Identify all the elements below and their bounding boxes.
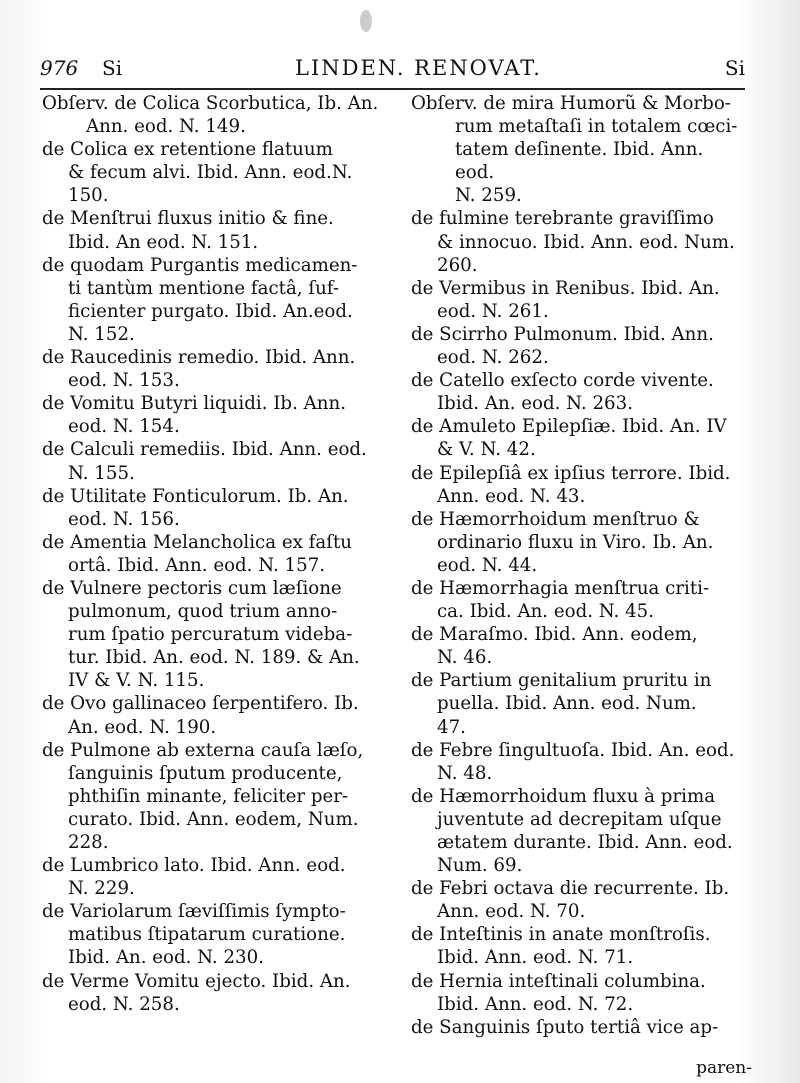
index-entry: de Vulnere pectoris cum læſione pulmonum, quod trium anno- rum ſpatio percuratum videba- tur. Ibid. An. eod. N. 189. & An. IV & V. N. 115.	[42, 577, 360, 692]
index-entry: de Pulmone ab externa cauſa læſo, ſanguinis ſputum producente, phthiſin minante, feliciter per- curato. Ibid. Ann. eodem, Num. 228.	[42, 739, 364, 853]
ink-smudge	[360, 10, 372, 32]
index-entry: de Colica ex retentione flatuum & fecum alvi. Ibid. Ann. eod.N. 150.	[42, 139, 353, 207]
index-entry: de Lumbrico lato. Ibid. Ann. eod. N. 229.	[42, 855, 346, 900]
index-entry: de Vomitu Butyri liquidi. Ib. Ann. eod. N. 154.	[42, 393, 346, 438]
page-number: 976	[40, 56, 79, 80]
index-entry: de Sanguinis ſputo tertiâ vice ap-	[411, 1016, 719, 1038]
index-entry: de fulmine terebrante graviſſimo & innocuo. Ibid. Ann. eod. Num. 260.	[411, 208, 735, 276]
index-entry: de Ovo gallinaceo ſerpentifero. Ib. An. eod. N. 190.	[42, 693, 359, 738]
running-header	[40, 56, 745, 90]
catchword: paren-	[696, 1058, 752, 1078]
index-entry: de Verme Vomitu ejecto. Ibid. An. eod. N. 258.	[42, 970, 351, 1015]
index-entry: de Maraſmo. Ibid. Ann. eodem, N. 46.	[411, 624, 698, 669]
index-entry: de Hæmorrhoidum menſtruo & ordinario fluxu in Viro. Ib. An. eod. N. 44.	[411, 508, 714, 576]
index-entry: de Raucedinis remedio. Ibid. Ann. eod. N. 153.	[42, 347, 356, 392]
index-entry: de Hæmorrhoidum fluxu à prima juventute ad decrepitam uſque ætatem durante. Ibid. Ann. eod. Num. 69.	[411, 785, 733, 877]
index-entry: de Scirrho Pulmonum. Ibid. Ann. eod. N. 262.	[411, 323, 714, 369]
index-entry: de Catello exſecto corde vivente. Ibid. An. eod. N. 263.	[411, 370, 714, 415]
index-entry: de Hernia inteſtinali columbina. Ibid. Ann. eod. N. 72.	[411, 970, 706, 1015]
index-entry: de Vermibus in Renibus. Ibid. An. eod. N. 261.	[411, 277, 720, 322]
index-entry: de Hæmorrhagia menſtrua criti- ca. Ibid. An. eod. N. 45.	[411, 577, 710, 623]
header-rule	[40, 88, 745, 90]
right-column	[411, 92, 741, 1039]
index-entry: de Epilepſiâ ex ipſius terrore. Ibid. Ann. eod. N. 43.	[411, 462, 731, 507]
left-column	[42, 92, 397, 1016]
section-letter-left: Si	[102, 56, 123, 80]
index-entry: de Menſtrui fluxus initio & fine. Ibid. An eod. N. 151.	[42, 208, 334, 253]
index-entry: de Calculi remediis. Ibid. Ann. eod. N. 155.	[42, 439, 367, 484]
running-title: LINDEN. RENOVAT.	[295, 56, 542, 80]
index-entry: de Febri octava die recurrente. Ib. Ann. eod. N. 70.	[411, 878, 730, 923]
index-entry: de Amentia Melancholica ex faſtu ortâ. Ibid. Ann. eod. N. 157.	[42, 531, 352, 576]
index-entry: de Febre ſingultuoſa. Ibid. An. eod. N. 48.	[411, 739, 735, 784]
section-letter-right: Si	[724, 56, 745, 80]
index-entry: de Utilitate Fonticulorum. Ib. An. eod. N. 156.	[42, 485, 349, 530]
index-entry: Obſerv. de Colica Scorbutica, Ib. An. Ann. eod. N. 149.	[42, 93, 379, 138]
index-entry: de Amuleto Epilepſiæ. Ibid. An. IV & V. N. 42.	[411, 416, 727, 461]
index-entry: de Partium genitalium pruritu in puella. Ibid. Ann. eod. Num. 47.	[411, 670, 712, 738]
index-entry: Obſerv. de mira Humorũ & Morbo- rum metaſtaſi in totalem cœci- tatem deſinente. Ibid. Ann. eod. N. 259.	[411, 93, 738, 207]
index-entry: de quodam Purgantis medicamen- ti tantùm mentione factâ, ſuf- ficienter purgato. Ibid. An.eod. N. 152.	[42, 254, 358, 345]
index-entry: de Variolarum ſæviſſimis ſympto- matibus ſtipatarum curatione. Ibid. An. eod. N. 230.	[42, 901, 346, 969]
index-entry: de Inteſtinis in anate monſtroſis. Ibid. Ann. eod. N. 71.	[411, 924, 711, 969]
